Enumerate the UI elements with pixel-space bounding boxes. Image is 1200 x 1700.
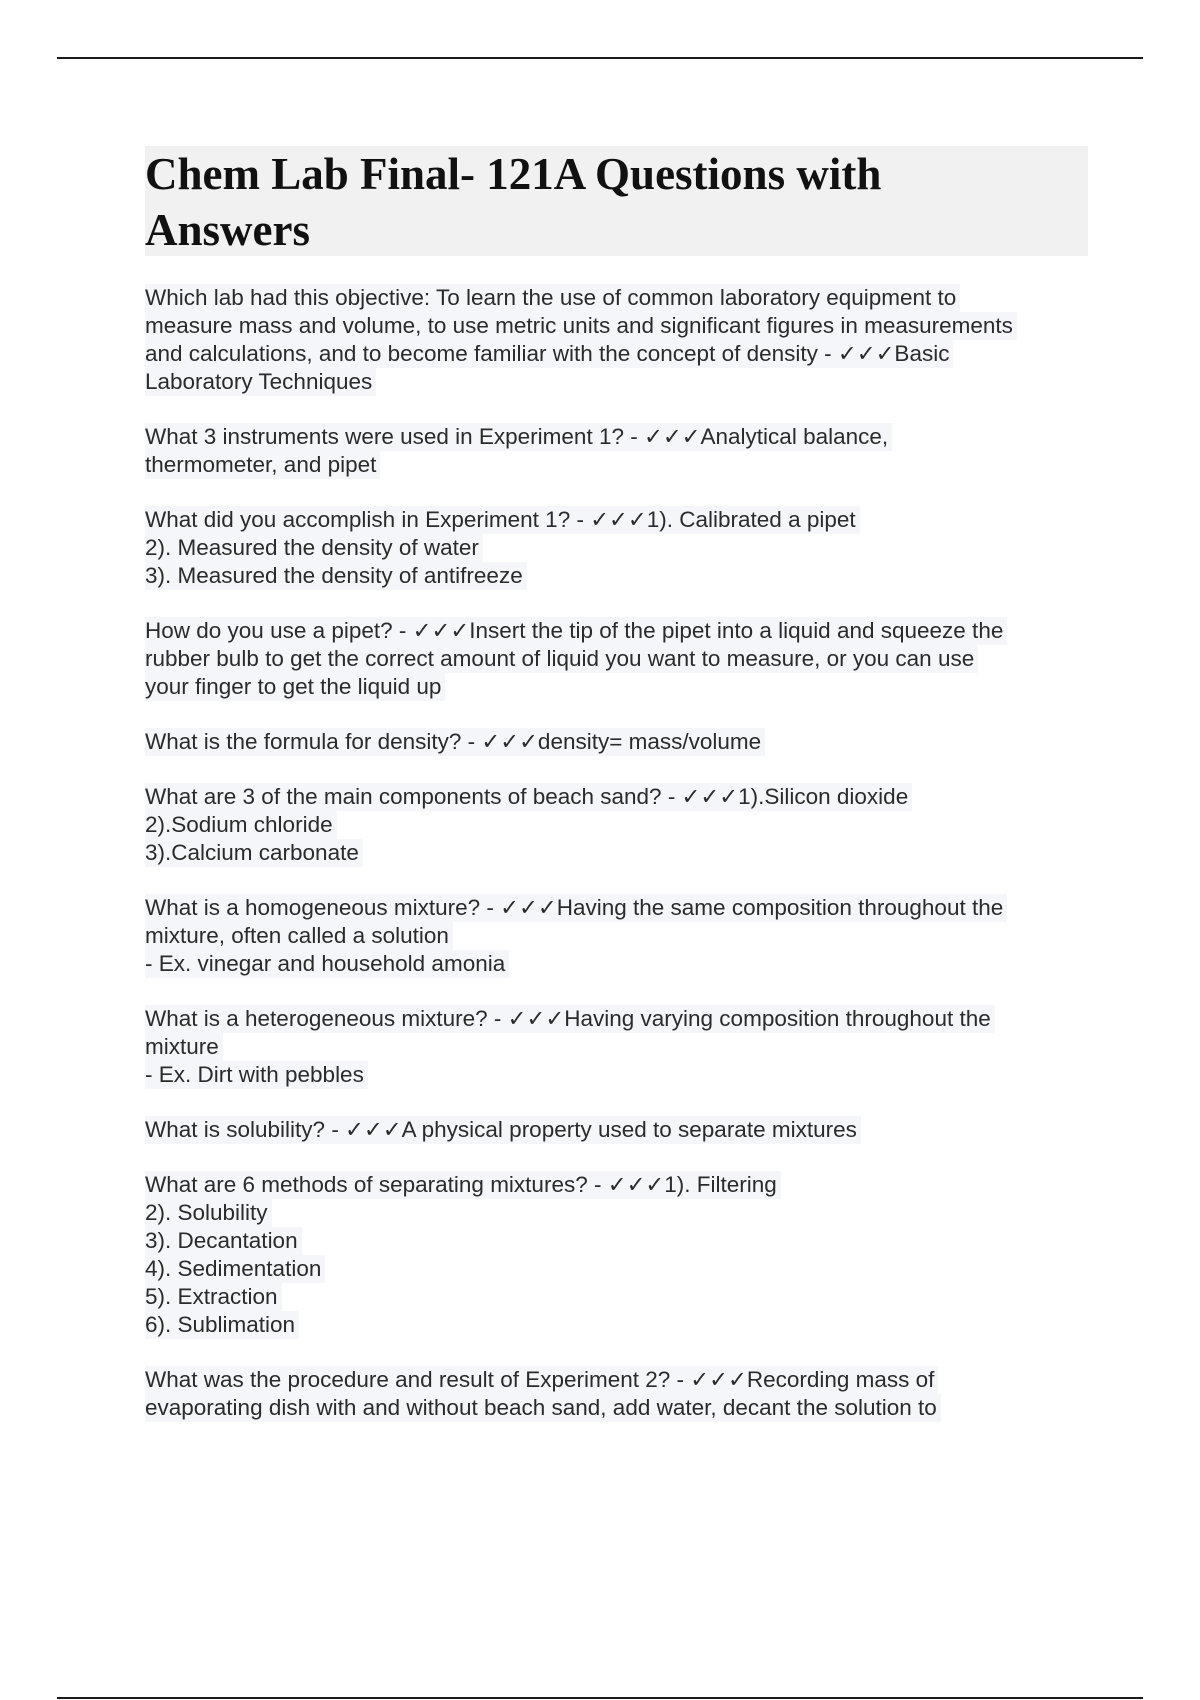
qa-line: 2). Measured the density of water: [145, 534, 483, 562]
qa-line: evaporating dish with and without beach sand, add water, decant the solution to: [145, 1394, 941, 1422]
qa-line: Which lab had this objective: To learn the use of common laboratory equipment to: [145, 284, 960, 312]
qa-line: What 3 instruments were used in Experiment 1? - ✓✓✓Analytical balance,: [145, 423, 892, 451]
qa-entry: [145, 1116, 1088, 1144]
qa-line: What are 3 of the main components of beach sand? - ✓✓✓1).Silicon dioxide: [145, 783, 912, 811]
qa-entry: [145, 506, 1088, 590]
qa-line: 5). Extraction: [145, 1283, 282, 1311]
qa-line: - Ex. vinegar and household amonia: [145, 950, 509, 978]
qa-line: mixture, often called a solution: [145, 922, 453, 950]
title-line: Answers: [145, 205, 310, 255]
qa-entry: [145, 1005, 1088, 1089]
qa-line: measure mass and volume, to use metric units and significant figures in measurements: [145, 312, 1017, 340]
qa-entry: [145, 284, 1088, 396]
qa-entry: [145, 728, 1088, 756]
title-block: [145, 146, 1088, 256]
qa-line: your finger to get the liquid up: [145, 673, 445, 701]
qa-entry: [145, 894, 1088, 978]
qa-line: thermometer, and pipet: [145, 451, 380, 479]
qa-line: What are 6 methods of separating mixtures? - ✓✓✓1). Filtering: [145, 1171, 781, 1199]
qa-entry: [145, 423, 1088, 479]
qa-list: [145, 284, 1088, 1449]
qa-line: What did you accomplish in Experiment 1? - ✓✓✓1). Calibrated a pipet: [145, 506, 860, 534]
qa-line: 4). Sedimentation: [145, 1255, 325, 1283]
qa-line: 2).Sodium chloride: [145, 811, 337, 839]
qa-line: and calculations, and to become familiar with the concept of density - ✓✓✓Basic: [145, 340, 953, 368]
qa-line: 3).Calcium carbonate: [145, 839, 363, 867]
document-title: [145, 146, 975, 258]
qa-entry: [145, 617, 1088, 701]
qa-line: mixture: [145, 1033, 223, 1061]
qa-entry: [145, 1171, 1088, 1339]
title-line: Chem Lab Final- 121A Questions with: [145, 149, 882, 199]
qa-line: rubber bulb to get the correct amount of liquid you want to measure, or you can use: [145, 645, 978, 673]
page-bottom-rule: [57, 1697, 1143, 1699]
qa-entry: [145, 1366, 1088, 1422]
qa-line: What is the formula for density? - ✓✓✓density= mass/volume: [145, 728, 765, 756]
qa-line: Laboratory Techniques: [145, 368, 376, 396]
qa-line: What is solubility? - ✓✓✓A physical property used to separate mixtures: [145, 1116, 861, 1144]
qa-line: 6). Sublimation: [145, 1311, 299, 1339]
page-top-rule: [57, 57, 1143, 59]
qa-line: 2). Solubility: [145, 1199, 272, 1227]
qa-entry: [145, 783, 1088, 867]
qa-line: 3). Decantation: [145, 1227, 302, 1255]
qa-line: What is a homogeneous mixture? - ✓✓✓Having the same composition throughout the: [145, 894, 1007, 922]
qa-line: 3). Measured the density of antifreeze: [145, 562, 527, 590]
qa-line: - Ex. Dirt with pebbles: [145, 1061, 368, 1089]
qa-line: What is a heterogeneous mixture? - ✓✓✓Having varying composition throughout the: [145, 1005, 995, 1033]
qa-line: What was the procedure and result of Experiment 2? - ✓✓✓Recording mass of: [145, 1366, 938, 1394]
qa-line: How do you use a pipet? - ✓✓✓Insert the tip of the pipet into a liquid and squeeze the: [145, 617, 1007, 645]
